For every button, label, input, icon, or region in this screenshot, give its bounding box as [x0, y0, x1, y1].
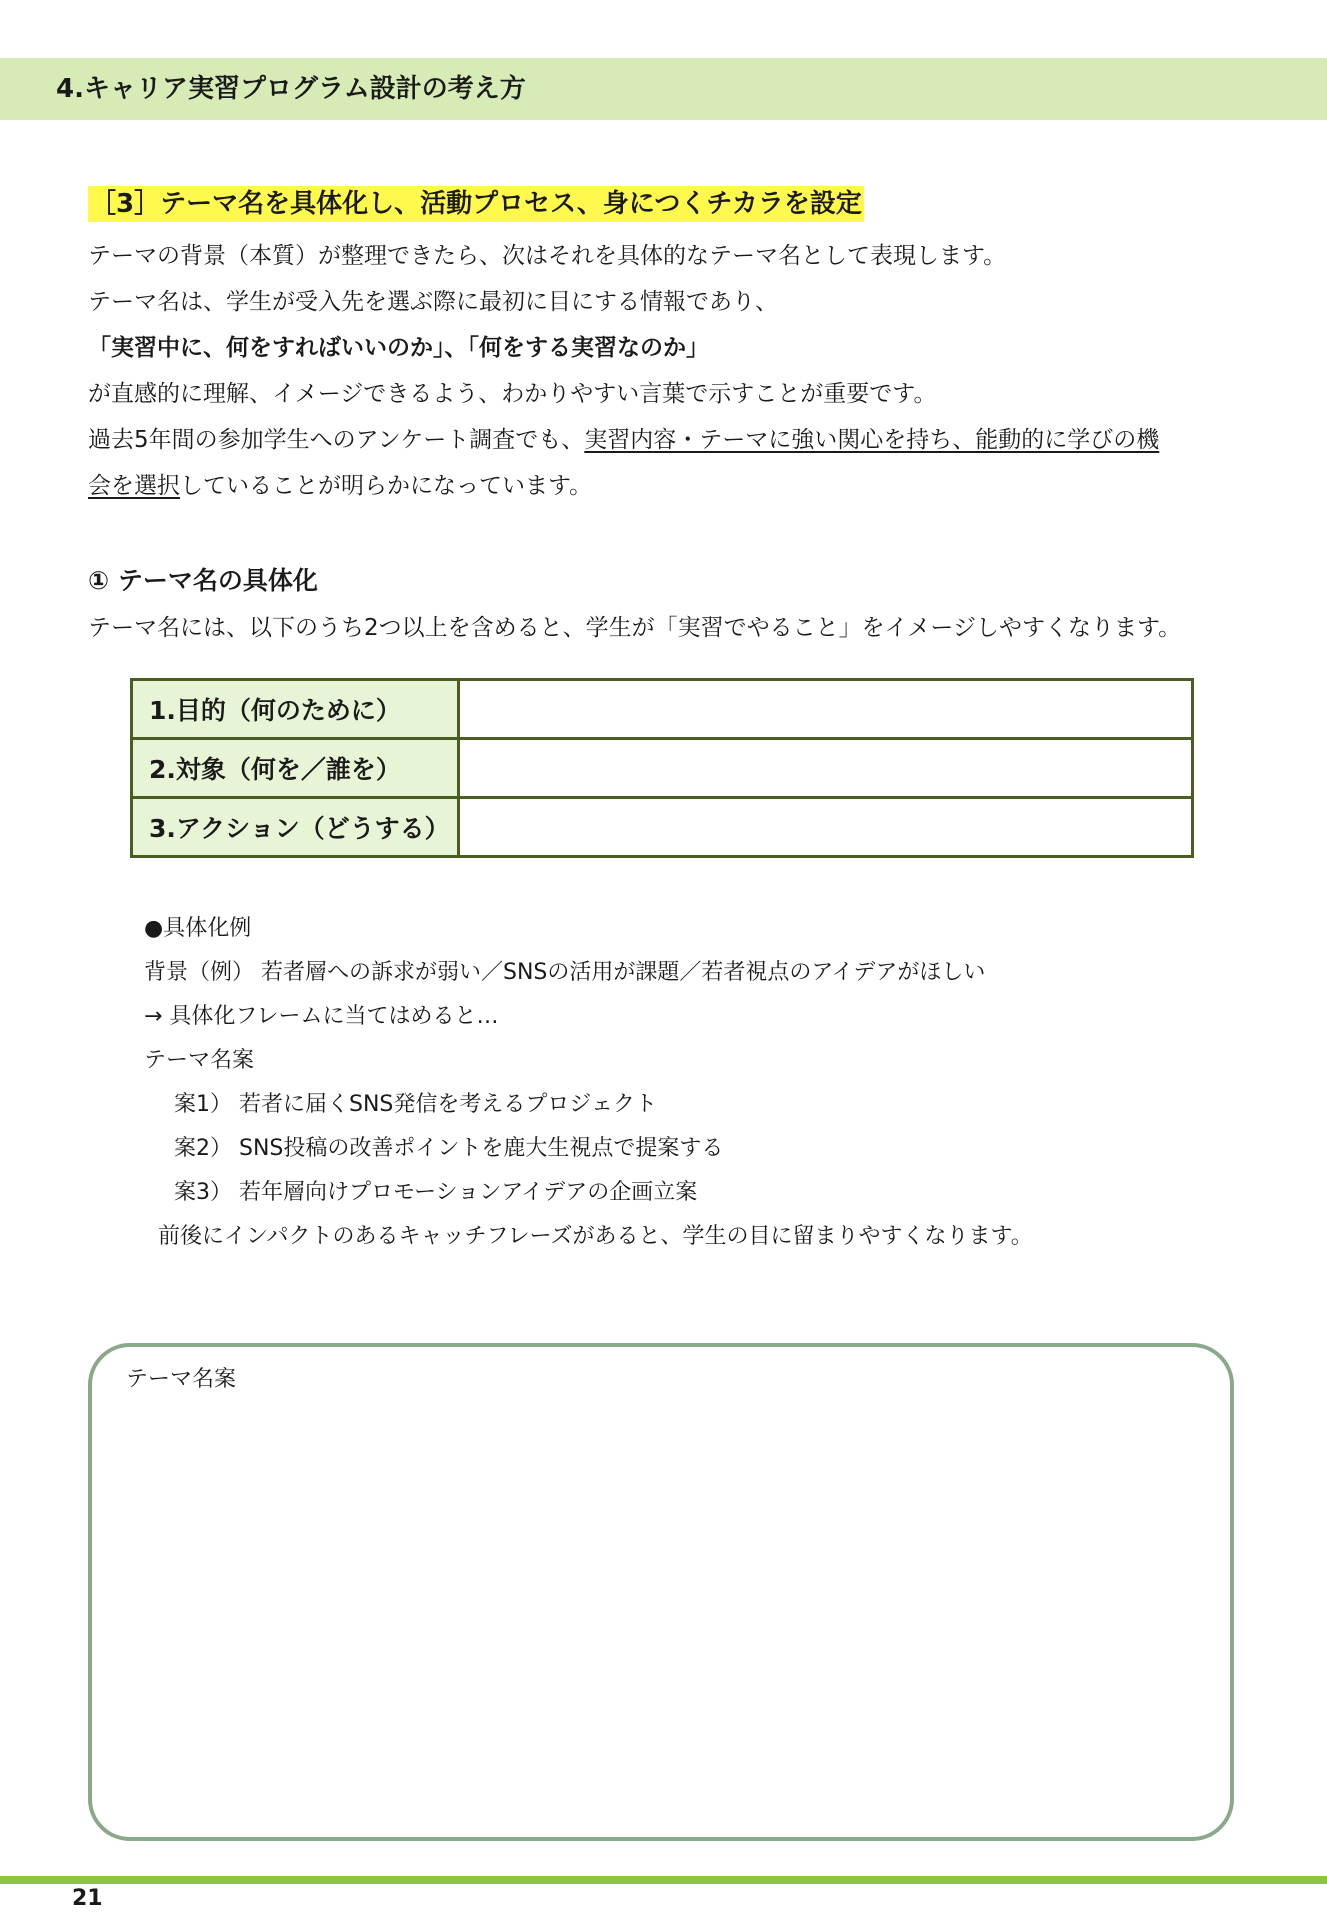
theme-name-input-box[interactable] [88, 1343, 1234, 1841]
page-number: 21 [72, 1886, 103, 1911]
page-title: 4.キャリア実習プログラム設計の考え方 [56, 74, 526, 104]
paragraph-6-underlined: 会を選択 [88, 473, 180, 499]
theme-box-label: テーマ名案 [126, 1367, 237, 1392]
frame-label-purpose: 1.目的（何のために） [132, 680, 459, 739]
subsection-heading: ① テーマ名の具体化 [88, 566, 318, 595]
example-note: 前後にインパクトのあるキャッチフレーズがあると、学生の目に留まりやすくなります。 [158, 1224, 1033, 1249]
example-title: ●具体化例 [144, 916, 252, 941]
subsection-intro: テーマ名には、以下のうち2つ以上を含めると、学生が「実習でやること」をイメージしやすくなります。 [88, 615, 1182, 641]
paragraph-1: テーマの背景（本質）が整理できたら、次はそれを具体的なテーマ名として表現します。 [88, 243, 1007, 269]
table-row [132, 739, 1193, 798]
example-idea-2: 案2） SNS投稿の改善ポイントを鹿大生視点で提案する [174, 1136, 724, 1161]
paragraph-6-text: していることが明らかになっています。 [180, 473, 593, 499]
theme-frame-table [130, 678, 1194, 858]
table-row [132, 798, 1193, 857]
paragraph-6 [88, 470, 592, 502]
paragraph-2: テーマ名は、学生が受入先を選ぶ際に最初に目にする情報であり、 [88, 289, 778, 315]
example-arrow: → 具体化フレームに当てはめると… [144, 1004, 499, 1029]
frame-label-action: 3.アクション（どうする） [132, 798, 459, 857]
example-theme-label: テーマ名案 [144, 1048, 255, 1073]
frame-input-action[interactable] [459, 798, 1193, 857]
example-idea-1: 案1） 若者に届くSNS発信を考えるプロジェクト [174, 1092, 657, 1117]
section-heading: ［3］テーマ名を具体化し、活動プロセス、身につくチカラを設定 [88, 186, 864, 222]
footer-bar [0, 1876, 1327, 1884]
table-row [132, 680, 1193, 739]
frame-input-target[interactable] [459, 739, 1193, 798]
example-idea-3: 案3） 若年層向けプロモーションアイデアの企画立案 [174, 1180, 698, 1205]
frame-label-target: 2.対象（何を／誰を） [132, 739, 459, 798]
paragraph-5-text: 過去5年間の参加学生へのアンケート調査でも、 [88, 427, 585, 453]
paragraph-4: が直感的に理解、イメージできるよう、わかりやすい言葉で示すことが重要です。 [88, 381, 937, 407]
paragraph-5-underlined: 実習内容・テーマに強い関心を持ち、能動的に学びの機 [584, 427, 1160, 453]
paragraph-3-emphasis: 「実習中に、何をすればいいのか」、「何をする実習なのか」 [88, 335, 709, 361]
example-background: 背景（例） 若者層への訴求が弱い／SNSの活用が課題／若者視点のアイデアがほしい [144, 960, 986, 985]
paragraph-5 [88, 424, 1159, 456]
frame-input-purpose[interactable] [459, 680, 1193, 739]
